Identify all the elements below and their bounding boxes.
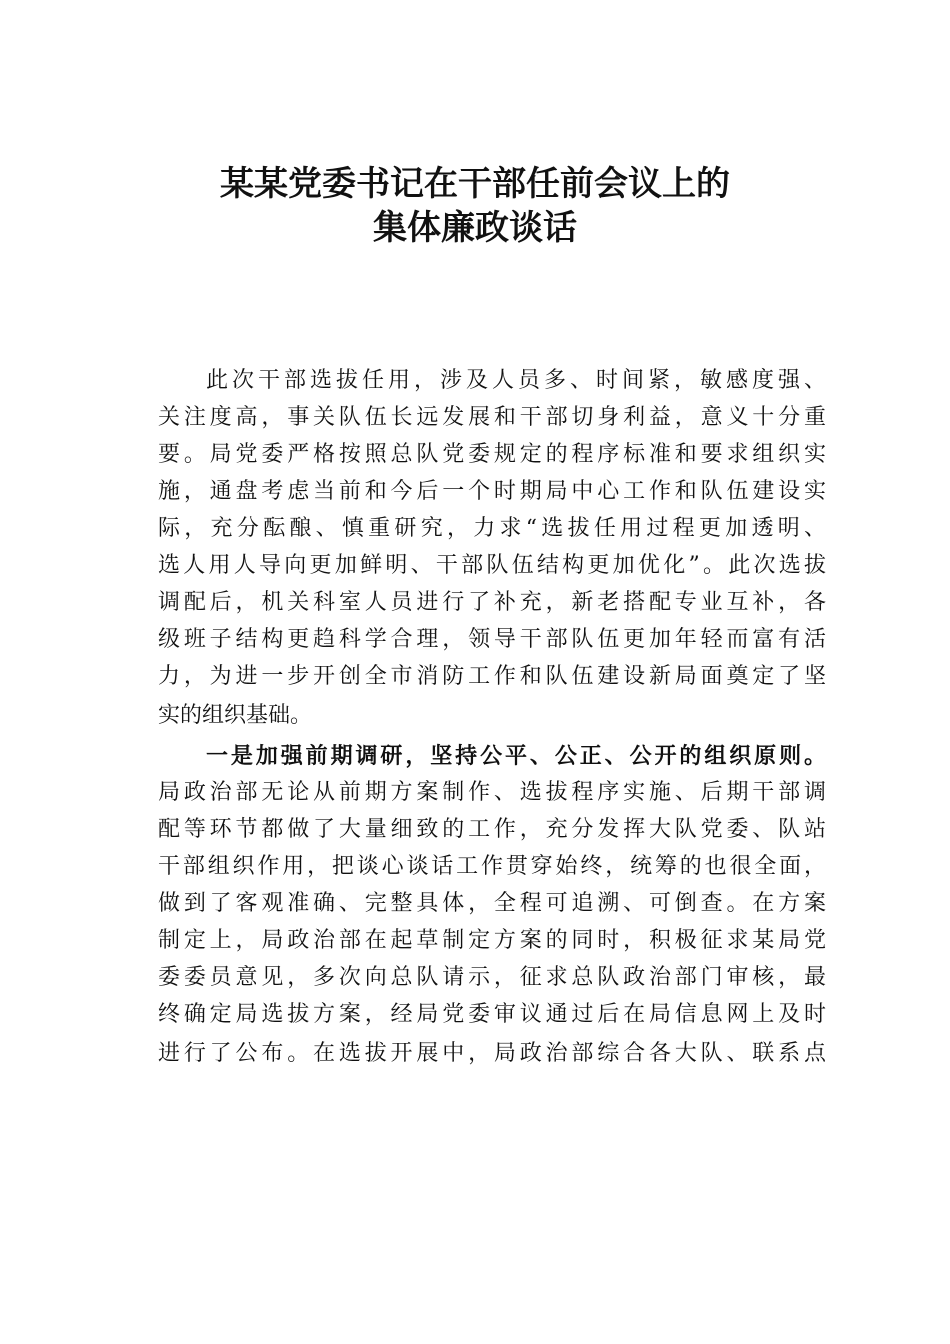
document-title-line-2: 集体廉政谈话: [373, 208, 577, 248]
paragraph-1-line: 力，为进一步开创全市消防工作和队伍建设新局面奠定了坚: [158, 664, 826, 689]
paragraph-2-line: 干部组织作用，把谈心谈话工作贯穿始终，统筹的也很全面，: [158, 854, 826, 879]
paragraph-1-line: 级班子结构更趋科学合理，领导干部队伍更加年轻而富有活: [158, 627, 826, 652]
paragraph-1-line: 调配后，机关科室人员进行了补充，新老搭配专业互补，各: [158, 590, 826, 615]
paragraph-2-line: 委委员意见，多次向总队请示，征求总队政治部门审核，最: [158, 965, 826, 990]
paragraph-2-line: 终确定局选拔方案，经局党委审议通过后在局信息网上及时: [158, 1002, 826, 1027]
paragraph-2-line: 制定上，局政治部在起草制定方案的同时，积极征求某局党: [158, 928, 826, 953]
paragraph-1-line: 选人用人导向更加鲜明、干部队伍结构更加优化”。此次选拔: [158, 553, 826, 578]
paragraph-1-line: 实的组织基础。: [158, 703, 313, 728]
paragraph-1-line: 际，充分酝酿、慎重研究，力求“选拔任用过程更加透明、: [158, 516, 826, 541]
paragraph-2-line: 配等环节都做了大量细致的工作，充分发挥大队党委、队站: [158, 817, 826, 842]
paragraph-1-line: 此次干部选拔任用，涉及人员多、时间紧，敏感度强、: [206, 368, 826, 393]
paragraph-2-line: 局政治部无论从前期方案制作、选拔程序实施、后期干部调: [158, 780, 826, 805]
paragraph-1-line: 要。局党委严格按照总队党委规定的程序标准和要求组织实: [158, 442, 826, 467]
paragraph-2-line: 做到了客观准确、完整具体，全程可追溯、可倒查。在方案: [158, 891, 826, 916]
paragraph-2-line: 进行了公布。在选拔开展中，局政治部综合各大队、联系点: [158, 1041, 826, 1066]
paragraph-1-line: 关注度高，事关队伍长远发展和干部切身利益，意义十分重: [158, 405, 826, 430]
document-title-line-1: 某某党委书记在干部任前会议上的: [220, 164, 730, 204]
paragraph-1-line: 施，通盘考虑当前和今后一个时期局中心工作和队伍建设实: [158, 479, 826, 504]
section-heading: 一是加强前期调研，坚持公平、公正、公开的组织原则。: [206, 743, 826, 769]
